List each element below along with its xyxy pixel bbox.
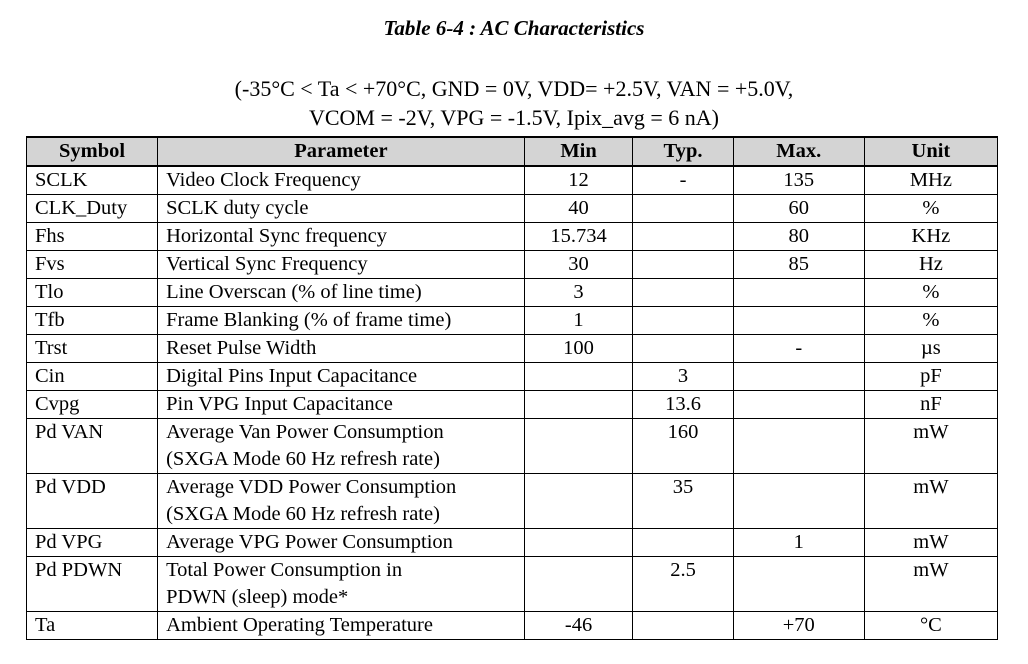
parameter-line: (SXGA Mode 60 Hz refresh rate) bbox=[166, 448, 440, 470]
cell-typ: 3 bbox=[633, 363, 733, 391]
cell-min: 1 bbox=[524, 307, 633, 335]
table-row bbox=[27, 363, 998, 391]
cell-typ bbox=[633, 279, 733, 307]
cell-max bbox=[733, 557, 864, 612]
cell-unit: Hz bbox=[864, 251, 997, 279]
parameter-line: SCLK duty cycle bbox=[166, 197, 309, 219]
cell-symbol: Trst bbox=[27, 335, 158, 363]
table-row bbox=[27, 195, 998, 223]
cell-max: 85 bbox=[733, 251, 864, 279]
cell-symbol: Tfb bbox=[27, 307, 158, 335]
cell-max: 1 bbox=[733, 529, 864, 557]
cell-parameter bbox=[158, 419, 525, 474]
cell-parameter bbox=[158, 529, 525, 557]
cell-symbol: Pd VDD bbox=[27, 474, 158, 529]
cell-max bbox=[733, 419, 864, 474]
parameter-line: Line Overscan (% of line time) bbox=[166, 281, 422, 303]
cell-unit: mW bbox=[864, 474, 997, 529]
cell-unit: % bbox=[864, 307, 997, 335]
table-row bbox=[27, 335, 998, 363]
cell-unit: % bbox=[864, 195, 997, 223]
parameter-line: Digital Pins Input Capacitance bbox=[166, 365, 418, 387]
cell-typ bbox=[633, 529, 733, 557]
cell-parameter bbox=[158, 474, 525, 529]
parameter-line: Pin VPG Input Capacitance bbox=[166, 393, 393, 415]
table-row bbox=[27, 166, 998, 195]
cell-min: 15.734 bbox=[524, 223, 633, 251]
header-max: Max. bbox=[733, 137, 864, 166]
parameter-line: Frame Blanking (% of frame time) bbox=[166, 309, 452, 331]
header-min: Min bbox=[524, 137, 633, 166]
cell-min: 12 bbox=[524, 166, 633, 195]
cell-parameter bbox=[158, 279, 525, 307]
cell-symbol: CLK_Duty bbox=[27, 195, 158, 223]
cell-symbol: Tlo bbox=[27, 279, 158, 307]
cell-min: 30 bbox=[524, 251, 633, 279]
parameter-line: Vertical Sync Frequency bbox=[166, 253, 368, 275]
cell-symbol: Fvs bbox=[27, 251, 158, 279]
parameter-line: Ambient Operating Temperature bbox=[166, 614, 433, 636]
table-row bbox=[27, 529, 998, 557]
table-body bbox=[27, 166, 998, 640]
cell-min bbox=[524, 474, 633, 529]
cell-typ bbox=[633, 251, 733, 279]
cell-parameter bbox=[158, 307, 525, 335]
cell-symbol: SCLK bbox=[27, 166, 158, 195]
cell-unit: mW bbox=[864, 419, 997, 474]
cell-min bbox=[524, 363, 633, 391]
cell-parameter bbox=[158, 557, 525, 612]
header-parameter: Parameter bbox=[158, 137, 525, 166]
cell-parameter bbox=[158, 363, 525, 391]
header-unit: Unit bbox=[864, 137, 997, 166]
cell-parameter bbox=[158, 335, 525, 363]
ac-characteristics-table bbox=[26, 136, 998, 640]
cell-typ bbox=[633, 223, 733, 251]
cell-unit: MHz bbox=[864, 166, 997, 195]
table-row bbox=[27, 419, 998, 474]
header-typ: Typ. bbox=[633, 137, 733, 166]
cell-typ: 35 bbox=[633, 474, 733, 529]
cell-symbol: Pd VAN bbox=[27, 419, 158, 474]
cell-unit: KHz bbox=[864, 223, 997, 251]
cell-typ bbox=[633, 612, 733, 640]
cell-typ bbox=[633, 335, 733, 363]
cell-max bbox=[733, 474, 864, 529]
parameter-line: Average VDD Power Consumption bbox=[166, 476, 457, 498]
cell-parameter bbox=[158, 391, 525, 419]
cell-symbol: Pd VPG bbox=[27, 529, 158, 557]
cell-unit: nF bbox=[864, 391, 997, 419]
cell-typ: 13.6 bbox=[633, 391, 733, 419]
cell-parameter bbox=[158, 195, 525, 223]
parameter-line: Video Clock Frequency bbox=[166, 169, 361, 191]
cell-min bbox=[524, 557, 633, 612]
table-header-row bbox=[27, 137, 998, 166]
table-row bbox=[27, 391, 998, 419]
table-row bbox=[27, 279, 998, 307]
cell-max bbox=[733, 279, 864, 307]
parameter-line: (SXGA Mode 60 Hz refresh rate) bbox=[166, 503, 440, 525]
table-row bbox=[27, 223, 998, 251]
cell-typ: 2.5 bbox=[633, 557, 733, 612]
cell-min: -46 bbox=[524, 612, 633, 640]
table-row bbox=[27, 612, 998, 640]
cell-min: 100 bbox=[524, 335, 633, 363]
parameter-line: Average VPG Power Consumption bbox=[166, 531, 453, 553]
table-row bbox=[27, 251, 998, 279]
conditions-line-2: VCOM = -2V, VPG = -1.5V, Ipix_avg = 6 nA) bbox=[308, 105, 720, 130]
cell-unit: °C bbox=[864, 612, 997, 640]
cell-symbol: Pd PDWN bbox=[27, 557, 158, 612]
cell-min bbox=[524, 529, 633, 557]
cell-max: +70 bbox=[733, 612, 864, 640]
cell-parameter bbox=[158, 166, 525, 195]
table-row bbox=[27, 307, 998, 335]
cell-parameter bbox=[158, 223, 525, 251]
cell-symbol: Cvpg bbox=[27, 391, 158, 419]
cell-unit: % bbox=[864, 279, 997, 307]
cell-min bbox=[524, 391, 633, 419]
parameter-line: Total Power Consumption in bbox=[166, 559, 403, 581]
cell-parameter bbox=[158, 251, 525, 279]
cell-max bbox=[733, 307, 864, 335]
cell-typ: 160 bbox=[633, 419, 733, 474]
cell-max: 135 bbox=[733, 166, 864, 195]
cell-max: - bbox=[733, 335, 864, 363]
parameter-line: Average Van Power Consumption bbox=[166, 421, 444, 443]
cell-unit: mW bbox=[864, 557, 997, 612]
cell-typ bbox=[633, 195, 733, 223]
table-row bbox=[27, 474, 998, 529]
cell-unit: µs bbox=[864, 335, 997, 363]
conditions-line-1: (-35°C < Ta < +70°C, GND = 0V, VDD= +2.5V, VAN = +5.0V, bbox=[234, 76, 794, 101]
cell-max: 60 bbox=[733, 195, 864, 223]
cell-unit: mW bbox=[864, 529, 997, 557]
cell-max bbox=[733, 391, 864, 419]
parameter-line: Horizontal Sync frequency bbox=[166, 225, 387, 247]
cell-max: 80 bbox=[733, 223, 864, 251]
cell-min bbox=[524, 419, 633, 474]
operating-conditions bbox=[0, 74, 1028, 132]
cell-parameter bbox=[158, 612, 525, 640]
table-row bbox=[27, 557, 998, 612]
cell-typ bbox=[633, 307, 733, 335]
cell-symbol: Cin bbox=[27, 363, 158, 391]
cell-typ: - bbox=[633, 166, 733, 195]
header-symbol: Symbol bbox=[27, 137, 158, 166]
cell-unit: pF bbox=[864, 363, 997, 391]
cell-min: 3 bbox=[524, 279, 633, 307]
cell-symbol: Fhs bbox=[27, 223, 158, 251]
cell-min: 40 bbox=[524, 195, 633, 223]
table-title: Table 6-4 : AC Characteristics bbox=[383, 16, 645, 40]
cell-symbol: Ta bbox=[27, 612, 158, 640]
parameter-line: PDWN (sleep) mode* bbox=[166, 586, 349, 608]
cell-max bbox=[733, 363, 864, 391]
parameter-line: Reset Pulse Width bbox=[166, 337, 317, 359]
